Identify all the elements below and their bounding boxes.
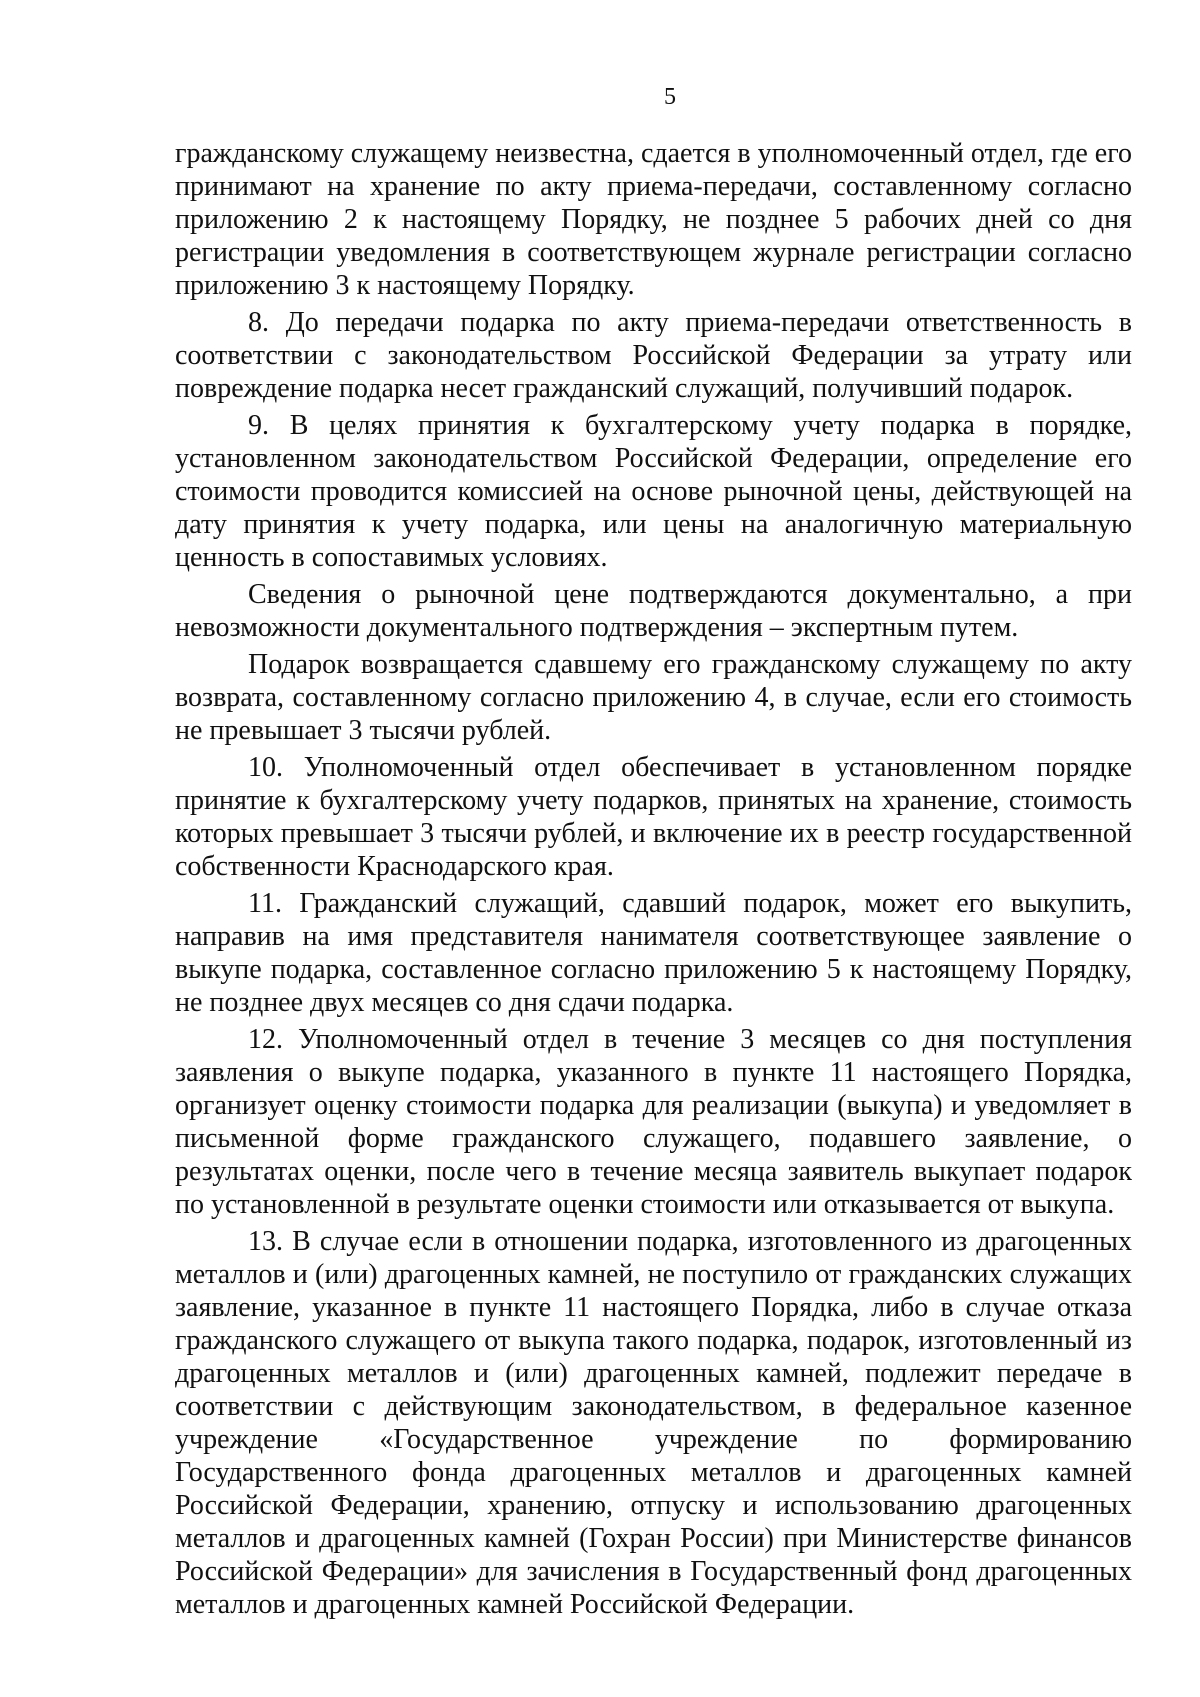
paragraph-item-13: 13. В случае если в отношении подарка, изготовленного из драгоценных металлов и (или) драгоценных камней, не поступило от гражданских служащих заявление, указанное в пункте 11 настоящего Порядка, либо в случае отказа гражданского служащего от выкупа такого подарка, подарок, изготовленный из драгоценных металлов и (или) драгоценных камней, подлежит передаче в соответствии с действующим законодательством, в федеральное казенное учреждение «Государственное учреждение по формированию Государственного фонда драгоценных металлов и драгоценных камней Российской Федерации, хранению, отпуску и использованию драгоценных металлов и драгоценных камней (Гохран России) при Министерстве финансов Российской Федерации» для зачисления в Государственный фонд драгоценных металлов и драгоценных камней Российской Федерации. bbox=[175, 1226, 1132, 1620]
paragraph-item-9: 9. В целях принятия к бухгалтерскому учету подарка в порядке, установленном законодательством Российской Федерации, определение его стоимости проводится комиссией на основе рыночной цены, действующей на дату принятия к учету подарка, или цены на аналогичную материальную ценность в сопоставимых условиях. bbox=[175, 410, 1132, 573]
paragraph-gift-return: Подарок возвращается сдавшему его гражданскому служащему по акту возврата, составленному согласно приложению 4, в случае, если его стоимость не превышает 3 тысячи рублей. bbox=[175, 649, 1132, 746]
paragraph-item-11: 11. Гражданский служащий, сдавший подарок, может его выкупить, направив на имя представителя нанимателя соответствующее заявление о выкупе подарка, составленное согласно приложению 5 к настоящему Порядку, не позднее двух месяцев со дня сдачи подарка. bbox=[175, 888, 1132, 1018]
paragraph-item-12: 12. Уполномоченный отдел в течение 3 месяцев со дня поступления заявления о выкупе подарка, указанного в пункте 11 настоящего Порядка, организует оценку стоимости подарка для реализации (выкупа) и уведомляет в письменной форме гражданского служащего, подавшего заявление, о результатах оценки, после чего в течение месяца заявитель выкупает подарок по установленной в результате оценки стоимости или отказывается от выкупа. bbox=[175, 1024, 1132, 1220]
paragraph-market-price: Сведения о рыночной цене подтверждаются документально, а при невозможности документального подтверждения – экспертным путем. bbox=[175, 579, 1132, 643]
paragraph-continuation: гражданскому служащему неизвестна, сдается в уполномоченный отдел, где его принимают на хранение по акту приема-передачи, составленному согласно приложению 2 к настоящему Порядку, не позднее 5 рабочих дней со дня регистрации уведомления в соответствующем журнале регистрации согласно приложению 3 к настоящему Порядку. bbox=[175, 138, 1133, 301]
document-body bbox=[175, 137, 1132, 1625]
paragraph-item-8: 8. До передачи подарка по акту приема-передачи ответственность в соответствии с законодательством Российской Федерации за утрату или повреждение подарка несет гражданский служащий, получивший подарок. bbox=[175, 307, 1132, 404]
page-number: 5 bbox=[664, 84, 676, 110]
paragraph-item-10: 10. Уполномоченный отдел обеспечивает в установленном порядке принятие к бухгалтерскому учету подарков, принятых на хранение, стоимость которых превышает 3 тысячи рублей, и включение их в реестр государственной собственности Краснодарского края. bbox=[175, 752, 1132, 882]
